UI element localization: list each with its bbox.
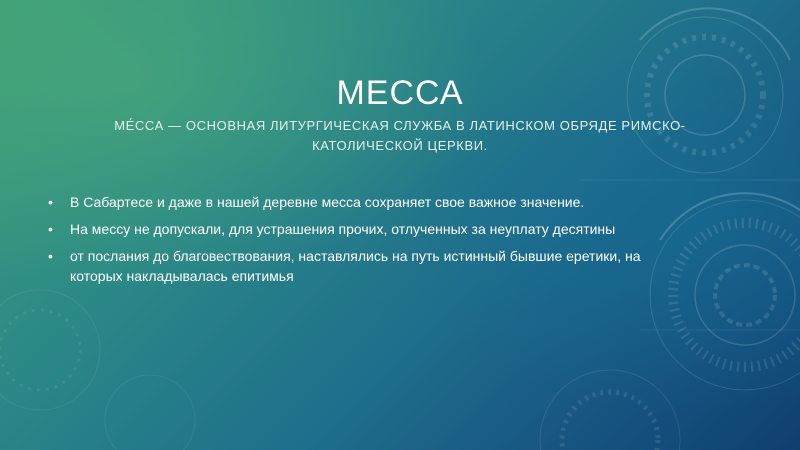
- bullet-text: В Сабартесе и даже в нашей деревне месса сохраняет свое важное значение.: [70, 194, 585, 210]
- slide-subtitle: МЕ́ССА — ОСНОВНАЯ ЛИТУРГИЧЕСКАЯ СЛУЖБА В ЛАТИНСКОМ ОБРЯДЕ РИМСКО-КАТОЛИЧЕСКОЙ ЦЕРКВИ.: [114, 118, 686, 153]
- bullet-text: от послания до благовествования, наставлялись на путь истинный бывшие еретики, на которых накладывалась епитимья: [70, 248, 641, 284]
- bullet-marker: •: [48, 221, 53, 237]
- bullet-item: [44, 219, 684, 239]
- slide-title: МЕССА: [336, 74, 464, 112]
- bullet-list: [44, 192, 684, 293]
- bullet-item: [44, 192, 684, 212]
- bullet-item: [44, 246, 684, 286]
- bullet-marker: •: [48, 194, 53, 210]
- bullet-text: На мессу не допускали, для устрашения прочих, отлученных за неуплату десятины: [70, 221, 616, 237]
- bullet-marker: •: [48, 248, 53, 264]
